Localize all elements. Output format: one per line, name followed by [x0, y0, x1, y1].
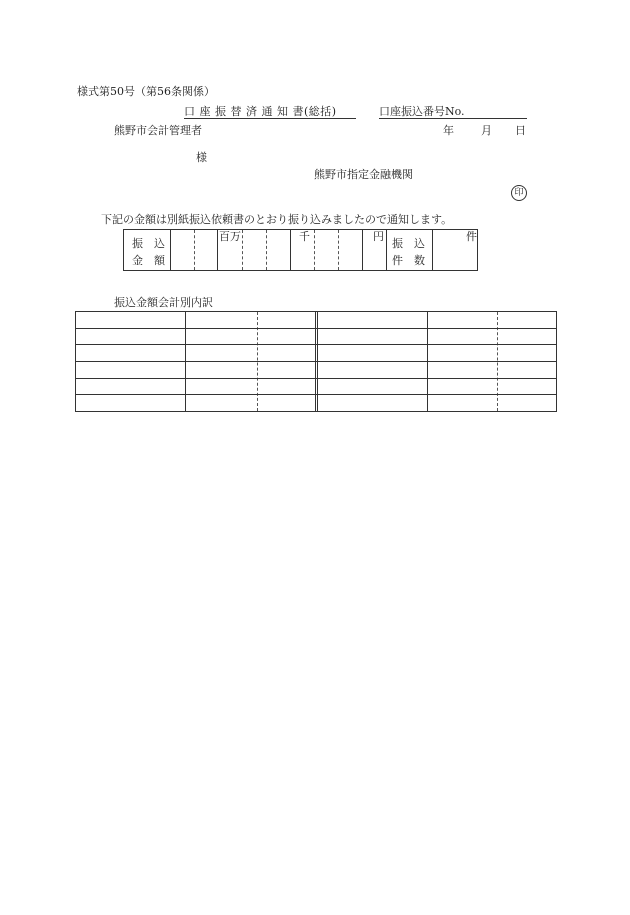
amount-label-top: 振 込 [132, 237, 165, 250]
account-number-field[interactable] [379, 118, 527, 119]
honorific: 様 [196, 151, 207, 164]
unit-thousand: 千 [299, 230, 310, 243]
seal-stamp: 印 [511, 185, 527, 201]
recipient-manager: 熊野市会計管理者 [114, 124, 202, 137]
unit-million: 百万 [219, 230, 241, 243]
form-number: 様式第50号（第56条関係） [77, 85, 215, 98]
account-number-label: 口座振込番号No. [379, 105, 465, 118]
title-underline [184, 118, 356, 119]
date-month-label: 月 [481, 124, 492, 137]
document-title: 口 座 振 替 済 通 知 書(総括) [184, 105, 337, 118]
notice-text: 下記の金額は別紙振込依頼書のとおり振り込みましたので通知します。 [101, 213, 453, 226]
date-year-label: 年 [443, 124, 454, 137]
unit-count: 件 [466, 230, 477, 243]
unit-yen: 円 [373, 230, 384, 243]
date-day-label: 日 [515, 124, 526, 137]
breakdown-table [75, 311, 557, 412]
amount-label-bottom: 金 額 [132, 254, 165, 267]
sender-bank: 熊野市指定金融機関 [314, 168, 413, 181]
count-label-top: 振 込 [392, 237, 425, 250]
transfer-amount-box [123, 229, 478, 271]
breakdown-title: 振込金額会計別内訳 [114, 296, 213, 309]
count-label-bottom: 件 数 [392, 254, 425, 267]
